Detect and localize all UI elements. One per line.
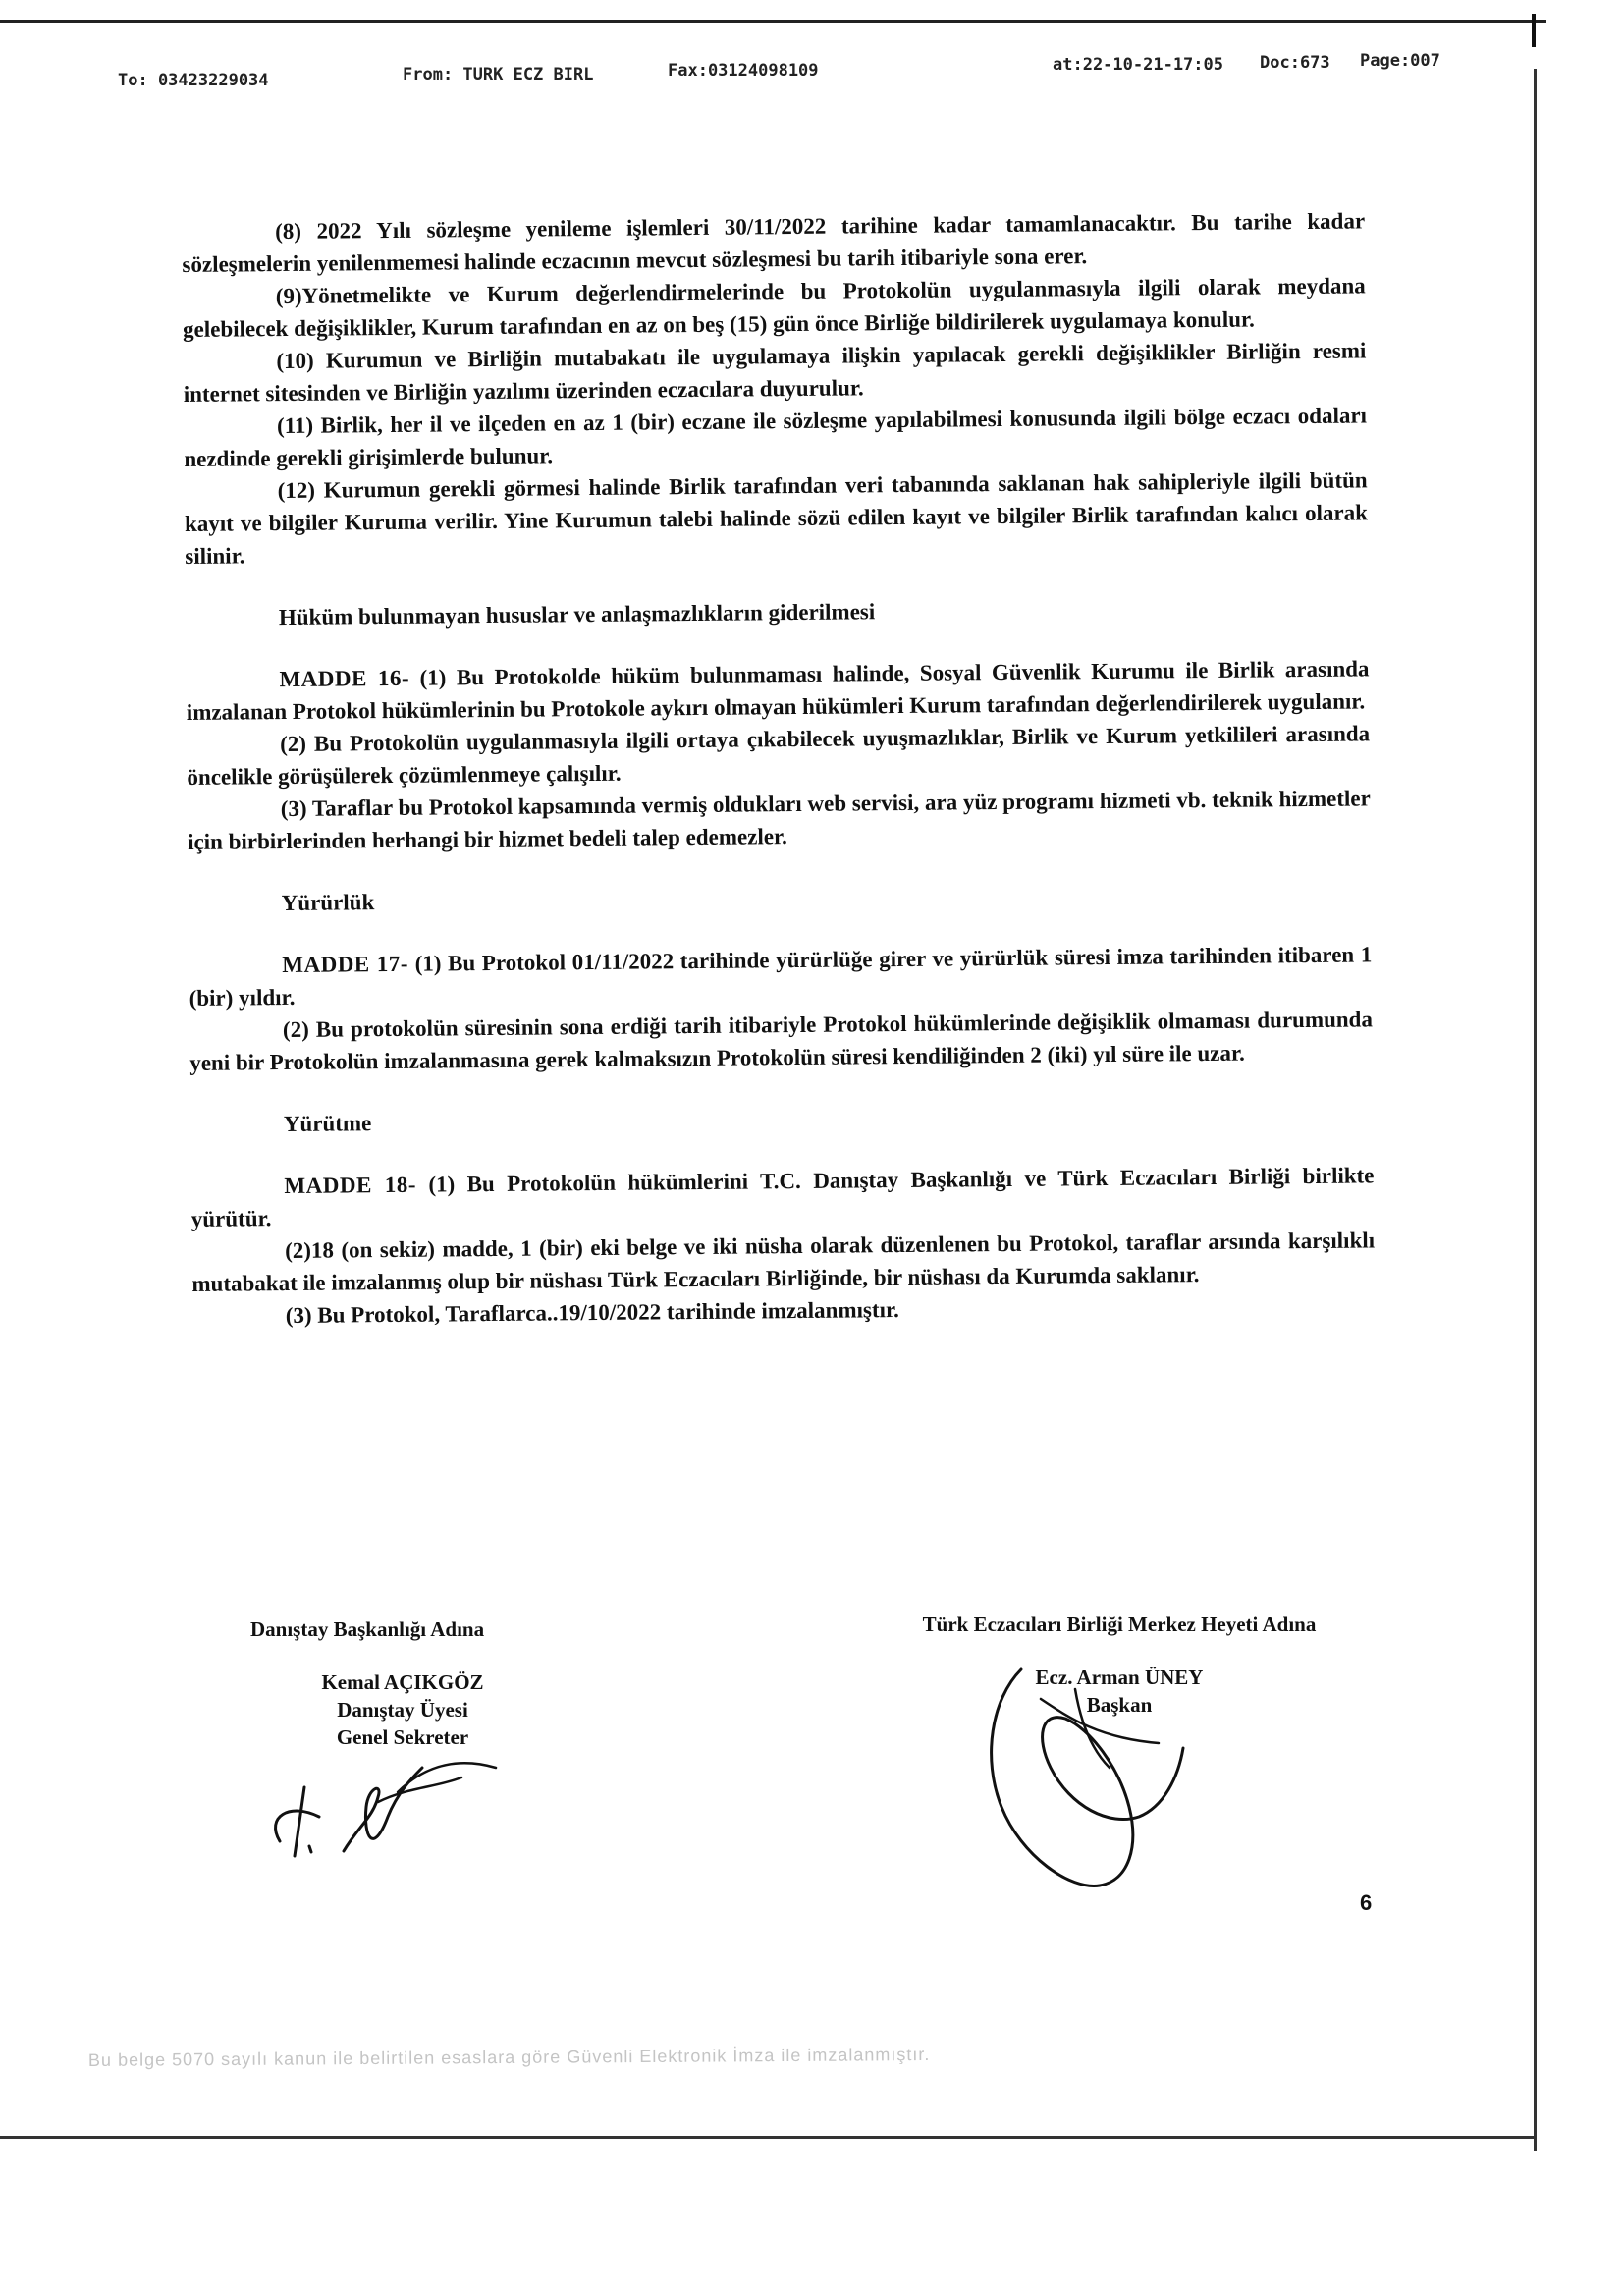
section-18-heading: Yürütme	[283, 1111, 372, 1137]
section-17-heading: Yürürlük	[281, 890, 375, 916]
paragraph-12: (12) Kurumun gerekli görmesi halinde Birlik tarafından veri tabanında saklanan hak sahipleriyle ilgili bütün kayıt ve bilgiler Kuruma verilir. Yine Kurumun talebi halinde sözü edilen kayıt ve bilgiler Birlik tarafından kalıcı olarak silinir.	[184, 467, 1369, 569]
madde-17-label: MADDE 17-	[282, 951, 409, 978]
signature-block-left	[236, 1615, 569, 1751]
section-16-heading: Hüküm bulunmayan hususlar ve anlaşmazlıkların giderilmesi	[278, 599, 876, 630]
madde-17-text-1: (1) Bu Protokol 01/11/2022 tarihinde yürürlüğe girer ve yürürlük süresi imza tarihinden itibaren 1 (bir) yıldır.	[189, 942, 1373, 1011]
madde-16-text-1: (1) Bu Protokolde hüküm bulunmaması halinde, Sosyal Güvenlik Kurumu ile Birlik arasında imzalanan Protokol hükümlerinin bu Protokole aykırı olmayan hükümleri Kurum tarafından değerlendirilerek uygulanır.	[186, 656, 1370, 725]
madde-17-paragraph-2: (2) Bu protokolün süresinin sona erdiği tarih itibariyle Protokol hükümlerinde değişiklik olmaması durumunda yeni bir Protokolün imzalanmasına gerek kalmaksızın Protokolün süresi kendiliğinden 2 (iki) yıl süre ile uzar.	[189, 1007, 1374, 1075]
faded-footer-notice: Bu belge 5070 sayılı kanun ile belirtilen esaslara göre Güvenli Elektronik İmza ile imzalanmıştır.	[87, 2044, 931, 2070]
madde-18-paragraph-1	[190, 1159, 1375, 1235]
fax-timestamp: at:22-10-21-17:05	[1053, 55, 1223, 75]
madde-16-paragraph-1	[186, 652, 1370, 729]
madde-16-paragraph-3: (3) Taraflar bu Protokol kapsamında vermiş oldukları web servisi, ara yüz programı hizmeti vb. teknik hizmetler için birbirlerinden herhangi bir hizmet bedeli talep edemezler.	[187, 786, 1371, 854]
signatory-org-right: Türk Eczacıları Birliği Merkez Heyeti Adına	[922, 1613, 1317, 1636]
madde-16-label: MADDE 16-	[279, 665, 410, 692]
handwritten-signature-right	[982, 1660, 1198, 1895]
signatory-name-left: Kemal AÇIKGÖZ	[321, 1670, 484, 1694]
fax-doc-number: Doc:673	[1260, 53, 1330, 73]
scan-corner-mark	[1532, 14, 1536, 47]
scan-top-border	[0, 20, 1546, 23]
signatory-title-left-2: Genel Sekreter	[336, 1725, 469, 1749]
paragraph-10: (10) Kurumun ve Birliğin mutabakatı ile uygulamaya ilişkin yapılacak gerekli değişiklikler Birliğin resmi internet sitesinden ve Birliğin yazılımı üzerinden eczacılara duyurulur.	[183, 338, 1367, 407]
document-body	[182, 204, 1376, 1333]
madde-18-paragraph-2: (2)18 (on sekiz) madde, 1 (bir) eki belge ve iki nüsha olarak düzenlenen bu Protokol, taraflar arsında karşılıklı mutabakat ile imzalanmış olup bir nüshası Türk Eczacıları Birliğinde, bir nüshası da Kurumda saklanır.	[191, 1228, 1376, 1296]
madde-18-text-1: (1) Bu Protokolün hükümlerini T.C. Danıştay Başkanlığı ve Türk Eczacıları Birliği birlikte yürütür.	[190, 1163, 1375, 1231]
paragraph-8: (8) 2022 Yılı sözleşme yenileme işlemleri 30/11/2022 tarihine kadar tamamlanacaktır. Bu tarihe kadar sözleşmelerin yenilenmemesi halinde eczacının mevcut sözleşmesi bu tarih itibariyle sona erer.	[182, 208, 1366, 277]
paragraph-11: (11) Birlik, her il ve ilçeden en az 1 (bir) eczane ile sözleşme yapılabilmesi konusunda ilgili bölge eczacı odaları nezdinde gerekli girişimlerde bulunur.	[184, 403, 1368, 471]
signatory-title-right-1: Başkan	[1086, 1693, 1153, 1717]
handwritten-signature-left	[250, 1748, 506, 1876]
fax-header	[0, 49, 1571, 90]
madde-18-paragraph-3: (3) Bu Protokol, Taraflarca..19/10/2022 tarihinde imzalanmıştır.	[285, 1297, 899, 1329]
page-number: 6	[1360, 1890, 1373, 1915]
fax-to: To: 03423229034	[118, 71, 269, 90]
paragraph-9: (9)Yönetmelikte ve Kurum değerlendirmelerinde bu Protokolün uygulanmasıyla ilgili olarak meydana gelebilecek değişiklikler, Kurum tarafından en az on beş (15) gün önce Birliğe bildirilerek uygulamaya konulur.	[182, 273, 1366, 342]
signatory-title-left-1: Danıştay Üyesi	[337, 1698, 468, 1722]
madde-18-label: MADDE 18-	[284, 1172, 417, 1199]
scan-bottom-border	[0, 2136, 1537, 2139]
fax-page-number: Page:007	[1360, 51, 1440, 71]
signatory-org-left: Danıştay Başkanlığı Adına	[250, 1617, 485, 1641]
madde-17-paragraph-1	[189, 938, 1373, 1014]
signatory-name-right: Ecz. Arman ÜNEY	[1035, 1666, 1204, 1689]
fax-number: Fax:03124098109	[668, 61, 819, 81]
scan-right-border	[1534, 69, 1537, 2151]
madde-16-paragraph-2: (2) Bu Protokolün uygulanmasıyla ilgili ortaya çıkabilecek uyuşmazlıklar, Birlik ve Kurum yetkilileri arasında öncelikle görüşülerek çözümlenmeye çalışılır.	[187, 721, 1371, 790]
fax-from: From: TURK ECZ BIRL	[403, 65, 594, 84]
